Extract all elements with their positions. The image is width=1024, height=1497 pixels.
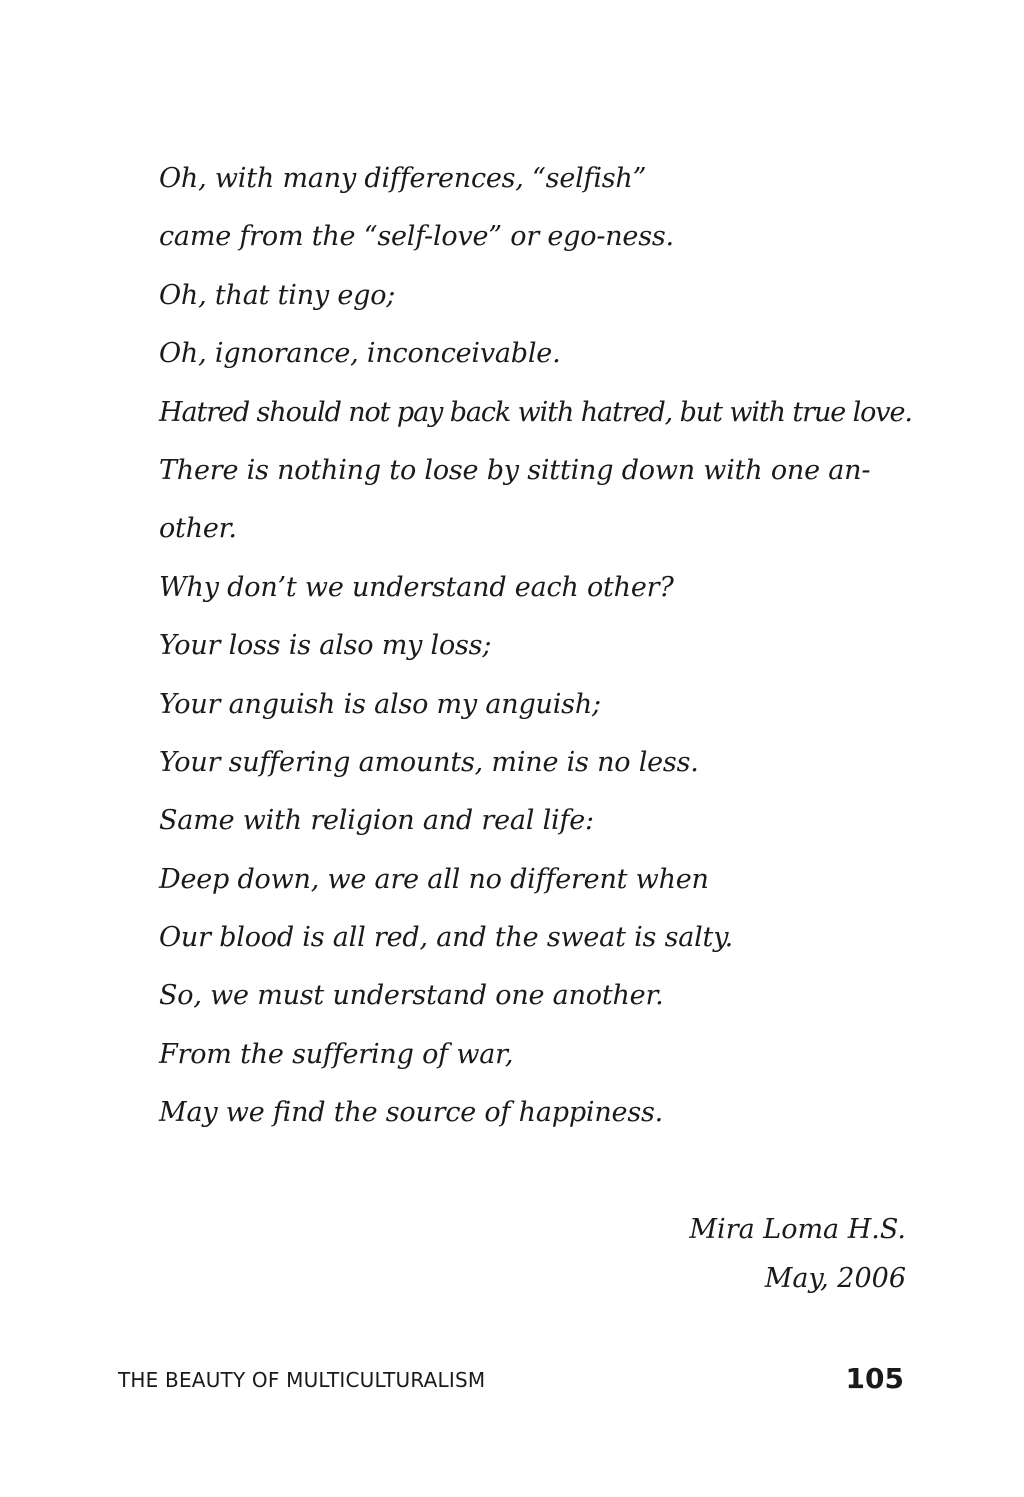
poem-line: Our blood is all red, and the sweat is salty.: [159, 922, 734, 954]
signature: [689, 1205, 906, 1303]
poem-line: Oh, with many differences, “selfish”: [159, 163, 647, 194]
poem-line: So, we must understand one another.: [159, 980, 664, 1012]
poem-line: Deep down, we are all no different when: [159, 863, 709, 895]
poem-line: Same with religion and real life:: [159, 805, 594, 837]
signature-school: Mira Loma H.S.: [689, 1214, 906, 1245]
signature-date: May, 2006: [764, 1263, 906, 1294]
poem-line: Oh, that tiny ego;: [159, 279, 396, 311]
poem-body: [159, 150, 919, 1143]
poem-line: May we find the source of happiness.: [159, 1097, 664, 1129]
poem-line: Your anguish is also my anguish;: [159, 688, 601, 720]
poem-line: Hatred should not pay back with hatred, but with true love.: [159, 396, 912, 428]
poem-line: Why don’t we understand each other?: [159, 571, 674, 603]
poem-line: From the suffering of war,: [159, 1038, 514, 1070]
poem-line: Your suffering amounts, mine is no less.: [159, 746, 699, 778]
poem-line: other.: [159, 513, 237, 545]
poem-line: Your loss is also my loss;: [159, 630, 492, 662]
poem-line: There is nothing to lose by sitting down with one an-: [159, 454, 871, 486]
page-number: 105: [845, 1362, 904, 1395]
running-footer-title: THE BEAUTY OF MULTICULTURALISM: [118, 1368, 486, 1392]
poem-line: came from the “self-love” or ego-ness.: [159, 221, 674, 253]
poem-line: Oh, ignorance, inconceivable.: [159, 338, 561, 370]
